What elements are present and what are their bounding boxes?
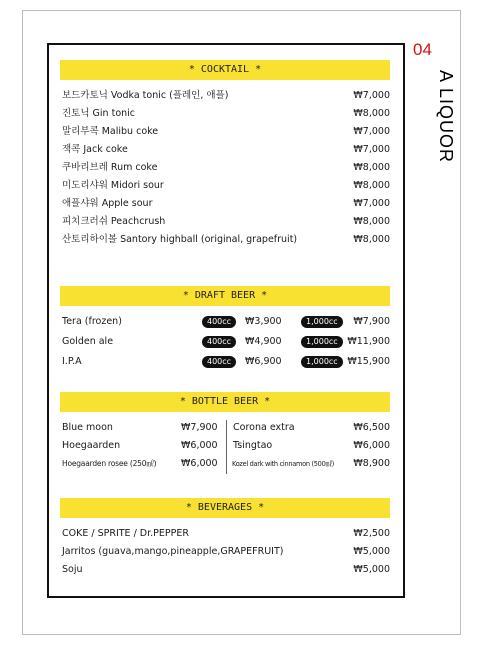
draft-beer-header: * DRAFT BEER * [60,286,390,306]
menu-item [62,160,390,176]
item-name: Soju [62,564,83,575]
item-name: 진토닉 Gin tonic [62,108,136,119]
size-badge: 400cc [202,356,236,368]
item-price: ₩8,000 [353,180,390,191]
size-badge: 1,000cc [301,336,343,348]
item-price: ₩7,900 [181,422,218,433]
item-name: 애플샤워 Apple sour [62,198,153,209]
item-name: 잭콕 Jack coke [62,144,128,155]
item-price: ₩5,000 [353,564,390,575]
item-name: Golden ale [62,336,114,347]
item-price: ₩7,000 [353,144,390,155]
item-price: ₩6,000 [181,440,218,451]
draft-row [62,334,390,350]
item-price: ₩5,000 [353,546,390,557]
item-price: ₩7,000 [353,198,390,209]
item-name: Tsingtao [233,440,273,451]
item-price: ₩8,000 [353,216,390,227]
draft-row [62,354,390,370]
menu-item [62,232,390,248]
item-name: 말리부콕 Malibu coke [62,126,159,137]
section-title: A LIQUOR [436,70,456,164]
item-name: Hoegaarden [62,440,121,451]
menu-item [62,562,390,578]
item-name: 미도리샤워 Midori sour [62,180,164,191]
menu-item [62,142,390,158]
item-price: ₩6,500 [353,422,390,433]
item-price: ₩11,900 [347,336,390,347]
item-price: ₩8,000 [353,162,390,173]
item-name: I.P.A [62,356,82,367]
item-price: ₩15,900 [347,356,390,367]
item-price: ₩8,000 [353,108,390,119]
item-name: Corona extra [233,422,295,433]
menu-item [62,526,390,542]
item-name: Tera (frozen) [62,316,122,327]
size-badge: 400cc [202,336,236,348]
menu-item [62,124,390,140]
item-name: Blue moon [62,422,113,433]
item-price: ₩7,000 [353,126,390,137]
item-name: Kozel dark with cinnamon (500㎖) [232,460,335,468]
size-badge: 400cc [202,316,236,328]
item-price: ₩7,900 [353,316,390,327]
menu-item [62,178,390,194]
column-divider [226,420,227,474]
item-name: 산토리하이볼 Santory highball (original, grapefruit) [62,234,298,245]
menu-item [62,544,390,560]
item-price: ₩3,900 [245,316,282,327]
section-number: 04 [413,40,432,59]
item-name: Hoegaarden rosee (250㎖) [62,459,157,468]
item-price: ₩2,500 [353,528,390,539]
item-name: 쿠바리브레 Rum coke [62,162,158,173]
draft-row [62,314,390,330]
item-name: Jarritos (guava,mango,pineapple,GRAPEFRUIT) [62,546,284,557]
size-badge: 1,000cc [301,356,343,368]
cocktail-header: * COCKTAIL * [60,60,390,80]
item-name: COKE / SPRITE / Dr.PEPPER [62,528,189,539]
menu-item [62,196,390,212]
item-price: ₩8,900 [353,458,390,469]
menu-item [62,106,390,122]
item-price: ₩7,000 [353,90,390,101]
item-price: ₩6,900 [245,356,282,367]
bottle-beer-header: * BOTTLE BEER * [60,392,390,412]
item-name: 보드카토닉 Vodka tonic (플레인, 애플) [62,90,229,101]
item-price: ₩8,000 [353,234,390,245]
item-price: ₩4,900 [245,336,282,347]
item-price: ₩6,000 [181,458,218,469]
item-name: 피치크러쉬 Peachcrush [62,216,166,227]
menu-item [62,88,390,104]
item-price: ₩6,000 [353,440,390,451]
beverages-header: * BEVERAGES * [60,498,390,518]
size-badge: 1,000cc [301,316,343,328]
menu-item [62,214,390,230]
